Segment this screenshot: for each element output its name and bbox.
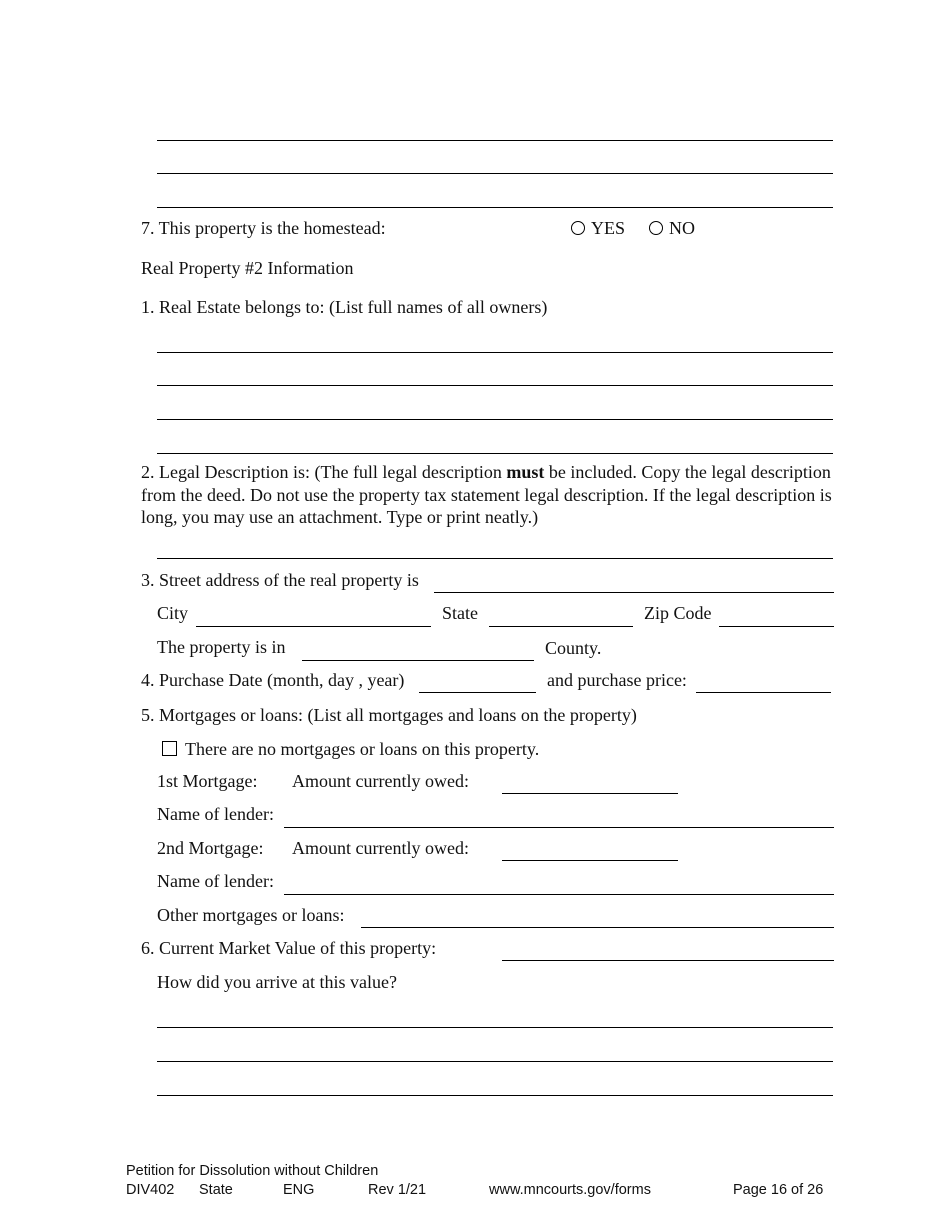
radio-icon[interactable] — [649, 221, 663, 235]
prior-answer-line-1[interactable] — [157, 140, 833, 141]
county-line[interactable] — [302, 660, 534, 661]
owners-line-1[interactable] — [157, 352, 833, 353]
city-label: City — [157, 603, 189, 623]
street-address-line[interactable] — [434, 592, 834, 593]
yes-label: YES — [591, 218, 626, 238]
purchase-date-line[interactable] — [419, 692, 536, 693]
second-mortgage-label: 2nd Mortgage: — [157, 838, 264, 858]
other-loans-label: Other mortgages or loans: — [157, 905, 345, 925]
how-value-line-2[interactable] — [157, 1061, 833, 1062]
footer-state: State — [199, 1182, 233, 1198]
county-prefix-label: The property is in — [157, 637, 286, 657]
owners-line-2[interactable] — [157, 385, 833, 386]
market-value-line[interactable] — [502, 960, 834, 961]
mortgages-label: 5. Mortgages or loans: (List all mortgages and loans on the property) — [141, 705, 637, 725]
how-value-line-3[interactable] — [157, 1095, 833, 1096]
property2-heading: Real Property #2 Information — [141, 258, 354, 278]
radio-icon[interactable] — [571, 221, 585, 235]
checkbox-icon[interactable] — [162, 741, 177, 756]
first-amount-owed-line[interactable] — [502, 793, 678, 794]
first-mortgage-label: 1st Mortgage: — [157, 771, 258, 791]
owners-line-3[interactable] — [157, 419, 833, 420]
purchase-date-label: 4. Purchase Date (month, day , year) — [141, 670, 405, 690]
no-mortgage-option[interactable] — [162, 738, 539, 760]
prior-answer-line-3[interactable] — [157, 207, 833, 208]
state-label: State — [442, 603, 478, 623]
no-mortgage-label: There are no mortgages or loans on this property. — [185, 739, 540, 759]
homestead-no-option[interactable] — [649, 217, 695, 239]
footer-url[interactable]: www.mncourts.gov/forms — [489, 1182, 651, 1198]
second-lender-line[interactable] — [284, 894, 834, 895]
legal-description-line[interactable] — [157, 558, 833, 559]
footer-rev: Rev 1/21 — [368, 1182, 427, 1198]
no-label: NO — [669, 218, 695, 238]
homestead-label: 7. This property is the homestead: — [141, 218, 386, 238]
street-address-label: 3. Street address of the real property is — [141, 570, 419, 590]
first-amount-owed-label: Amount currently owed: — [292, 771, 469, 791]
second-amount-owed-line[interactable] — [502, 860, 678, 861]
state-line[interactable] — [489, 626, 633, 627]
second-amount-owed-label: Amount currently owed: — [292, 838, 469, 858]
purchase-price-label: and purchase price: — [547, 670, 687, 690]
market-value-label: 6. Current Market Value of this property: — [141, 938, 437, 958]
how-value-label: How did you arrive at this value? — [157, 972, 397, 992]
homestead-yes-option[interactable] — [571, 217, 625, 239]
zip-line[interactable] — [719, 626, 834, 627]
first-lender-label: Name of lender: — [157, 804, 274, 824]
how-value-line-1[interactable] — [157, 1027, 833, 1028]
owners-label: 1. Real Estate belongs to: (List full names of all owners) — [141, 297, 548, 317]
legal-description-label: 2. Legal Description is: (The full legal description must be included. Copy the legal description from the deed. Do not use the property tax statement legal description. If the legal description is long, you may use an attachment. Type or print neatly.) — [141, 462, 832, 527]
footer-form-id: DIV402 — [126, 1182, 175, 1198]
county-suffix-label: County. — [545, 638, 602, 658]
owners-line-4[interactable] — [157, 453, 833, 454]
zip-label: Zip Code — [644, 603, 712, 623]
second-lender-label: Name of lender: — [157, 871, 274, 891]
footer-lang: ENG — [283, 1182, 315, 1198]
footer-title: Petition for Dissolution without Children — [126, 1163, 379, 1179]
city-line[interactable] — [196, 626, 431, 627]
prior-answer-line-2[interactable] — [157, 173, 833, 174]
footer-page: Page 16 of 26 — [733, 1182, 824, 1198]
other-loans-line[interactable] — [361, 927, 834, 928]
purchase-price-line[interactable] — [696, 692, 831, 693]
first-lender-line[interactable] — [284, 827, 834, 828]
